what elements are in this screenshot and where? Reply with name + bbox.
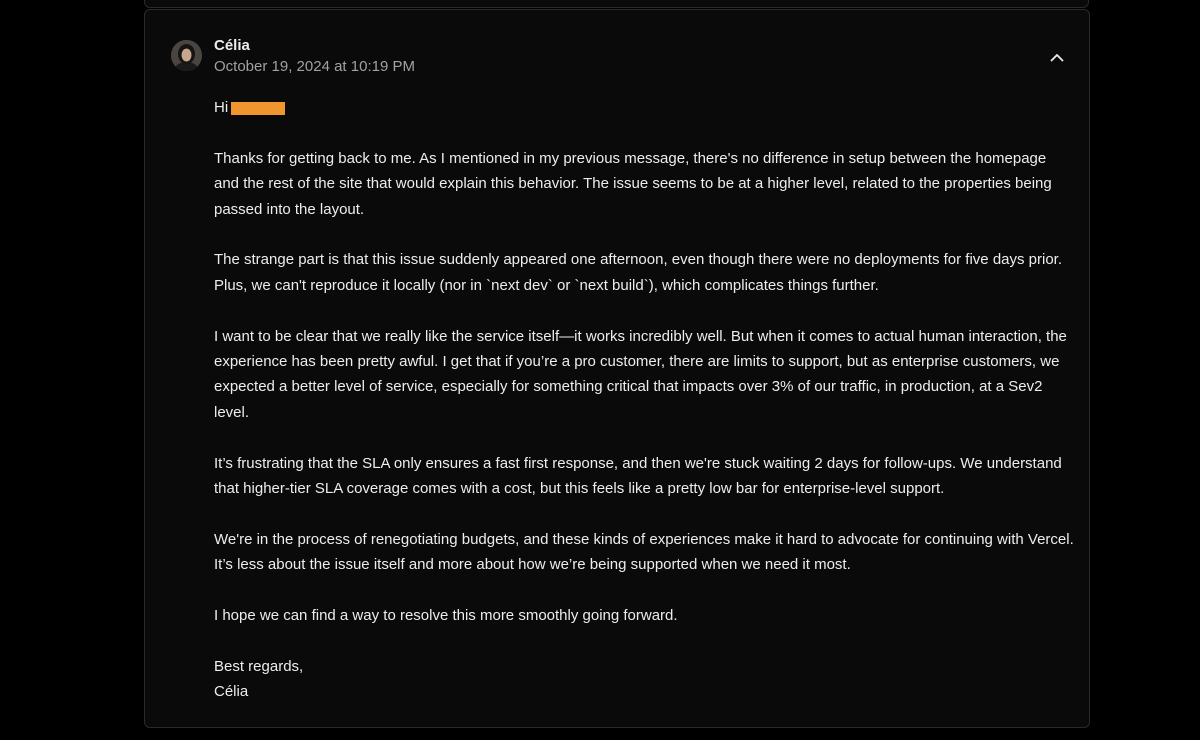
collapse-button[interactable] [1043,45,1071,69]
paragraph: Thanks for getting back to me. As I mentioned in my previous message, there's no difference in setup between the homepage and the rest of the site that would explain this behavior. The issue seems to be at a higher level, related to the properties being passed into the layout. [214,149,1052,218]
chevron-up-icon [1050,53,1064,62]
closing-text: Best regards, [214,657,304,675]
paragraph: I hope we can find a way to resolve this more smoothly going forward. [214,607,678,625]
avatar-image [171,40,202,71]
previous-message-card [144,0,1089,8]
redacted-name [231,102,285,115]
greeting-text: Hi [214,99,229,116]
paragraph: It’s frustrating that the SLA only ensures a fast first response, and then we're stuck waiting 2 days for follow-ups. We understand that higher-tier SLA coverage comes with a cost, but this feels like a pretty low bar for enterprise-level support. [214,454,1062,498]
avatar[interactable] [171,40,202,71]
message-timestamp: October 19, 2024 at 10:19 PM [214,58,415,75]
signoff [214,654,1074,705]
paragraph: We're in the process of renegotiating budgets, and these kinds of experiences make it hard to advocate for continuing with Vercel. It’s less about the issue itself and more about how we’re being supported when we need it most. [214,530,1074,574]
signature-text: Célia [214,683,249,701]
message-card [144,9,1090,728]
paragraph: The strange part is that this issue suddenly appeared one afternoon, even though there were no deployments for five days prior. Plus, we can't reproduce it locally (nor in `next dev` or `next build`), which complicates things further. [214,251,1063,294]
message-body [214,95,1074,705]
author-name: Célia [214,37,250,54]
paragraph: I want to be clear that we really like the service itself—it works incredibly well. But when it comes to actual human interaction, the experience has been pretty awful. I get that if you’re a pro customer, there are limits to support, but as enterprise customers, we expected a better level of service, especially for something critical that impacts over 3% of our traffic, in production, at a Sev2 level. [214,327,1067,421]
greeting-line [214,95,1074,120]
